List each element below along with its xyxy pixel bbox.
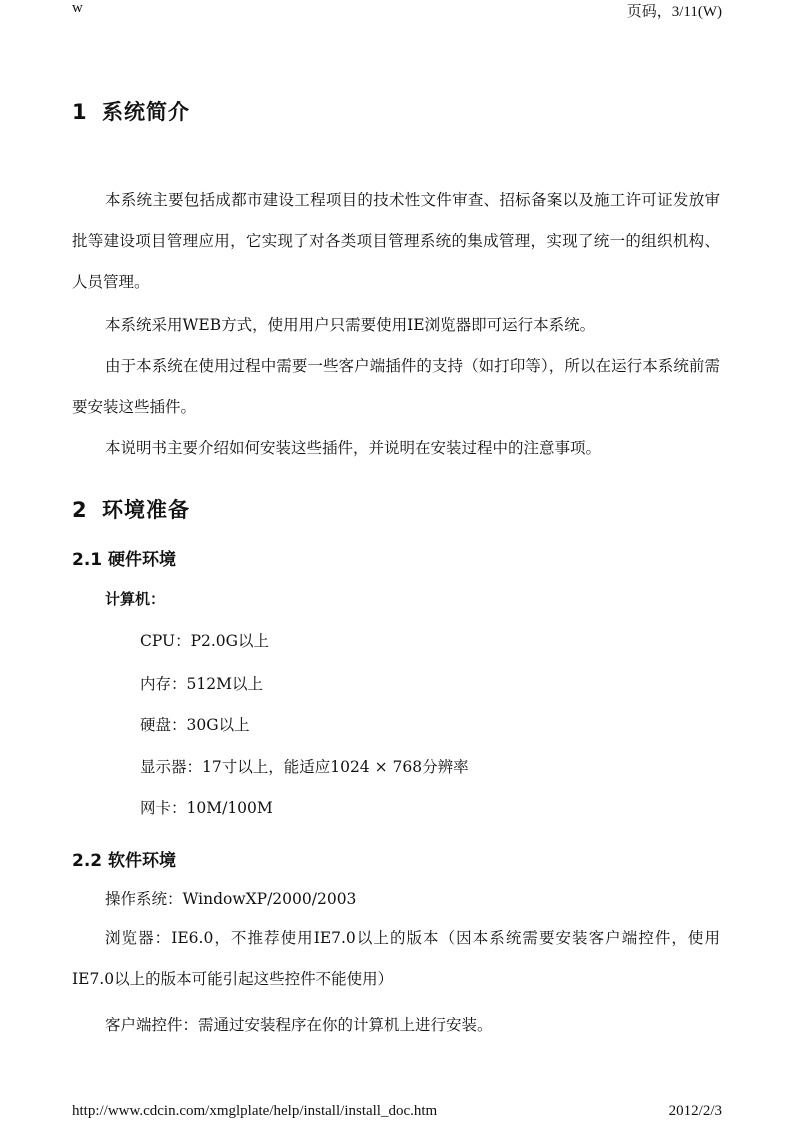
hardware-item-cpu: CPU：P2.0G以上 <box>140 632 270 650</box>
section-1-heading <box>72 96 190 126</box>
section-1-number: 1 <box>72 100 88 124</box>
hardware-item-nic: 网卡：10M/100M <box>140 799 273 817</box>
page-number: 页码，3/11(W) <box>626 4 722 20</box>
footer-date: 2012/2/3 <box>668 1103 722 1119</box>
software-os: 操作系统：WindowXP/2000/2003 <box>105 890 357 908</box>
hardware-item-memory: 内存：512M以上 <box>140 675 263 693</box>
section-2-2-heading: 2.2 软件环境 <box>72 851 177 871</box>
hardware-item-display: 显示器：17寸以上，能适应1024 × 768分辨率 <box>140 758 469 776</box>
footer-url: http://www.cdcin.com/xmglplate/help/install/install_doc.htm <box>72 1103 438 1119</box>
intro-paragraph-2: 本系统采用WEB方式，使用用户只需要使用IE浏览器即可运行本系统。 <box>105 316 596 334</box>
section-2-1-heading: 2.1 硬件环境 <box>72 550 177 570</box>
software-browser: 浏览器：IE6.0，不推荐使用IE7.0以上的版本（因本系统需要安装客户端控件，使用IE7.0以上的版本可能引起这些控件不能使用） <box>72 929 720 988</box>
software-client: 客户端控件：需通过安装程序在你的计算机上进行安装。 <box>105 1016 493 1034</box>
page-footer <box>72 1103 722 1120</box>
header-left: w <box>72 0 83 16</box>
section-1-title: 系统简介 <box>102 100 190 124</box>
hardware-label: 计算机： <box>105 590 166 608</box>
page-header <box>72 0 722 21</box>
intro-paragraph-1: 本系统主要包括成都市建设工程项目的技术性文件审查、招标备案以及施工许可证发放审批等建设项目管理应用，它实现了对各类项目管理系统的集成管理，实现了统一的组织机构、人员管理。 <box>72 191 720 291</box>
section-2-heading <box>72 494 190 524</box>
section-2-number: 2 <box>72 498 88 522</box>
section-2-title: 环境准备 <box>102 498 190 522</box>
hardware-item-disk: 硬盘：30G以上 <box>140 716 250 734</box>
intro-paragraph-4: 本说明书主要介绍如何安装这些插件，并说明在安装过程中的注意事项。 <box>105 439 602 457</box>
intro-paragraph-3: 由于本系统在使用过程中需要一些客户端插件的支持（如打印等），所以在运行本系统前需要安装这些插件。 <box>72 357 720 416</box>
